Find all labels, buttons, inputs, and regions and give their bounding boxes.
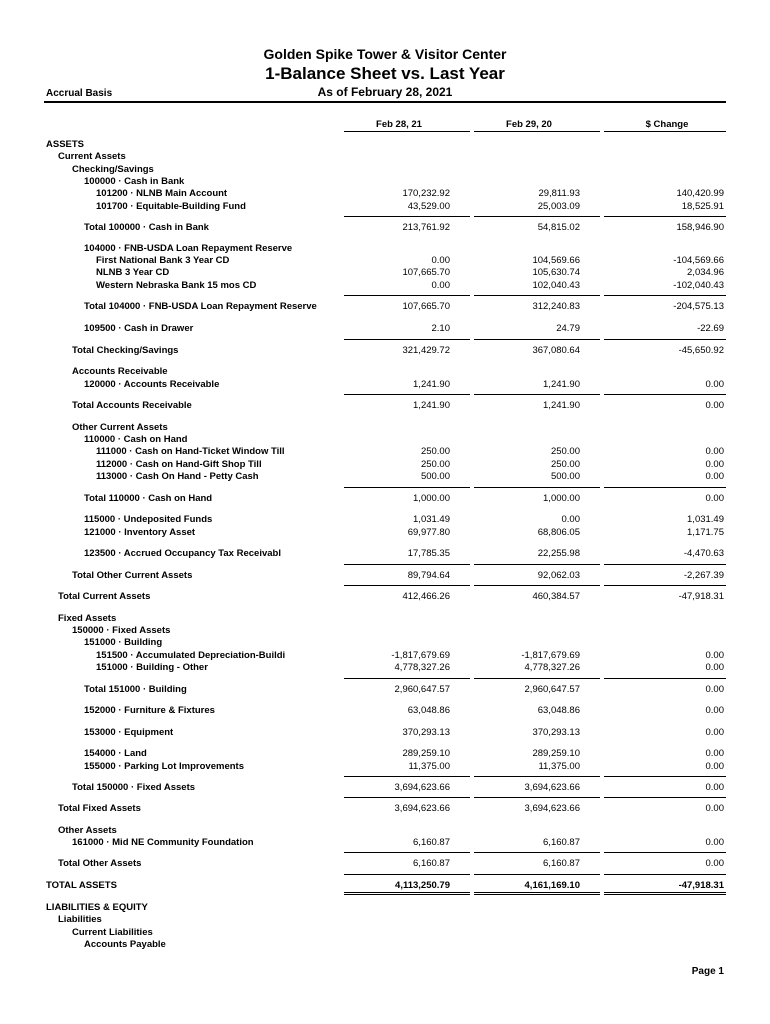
amount-cell: 92,062.03: [537, 570, 580, 581]
amount-cell: 367,080.64: [532, 345, 580, 356]
amount-cell: 140,420.99: [676, 188, 724, 199]
amount-cell: 1,241.90: [413, 400, 450, 411]
subtotal-rule: [344, 295, 470, 296]
header-rule: [44, 101, 726, 103]
subtotal-rule: [604, 295, 726, 296]
subtotal-rule: [474, 585, 600, 586]
amount-cell: 289,259.10: [402, 748, 450, 759]
line-label: Total 151000 · Building: [84, 684, 187, 695]
amount-cell: 6,160.87: [413, 858, 450, 869]
amount-cell: 104,569.66: [532, 255, 580, 266]
report-line: [0, 782, 770, 795]
subtotal-rule: [344, 874, 470, 875]
section-heading: [0, 637, 770, 650]
line-label: Total 104000 · FNB-USDA Loan Repayment Reserve: [84, 301, 317, 312]
line-label: 123500 · Accrued Occupancy Tax Receivabl: [84, 548, 281, 559]
amount-cell: 1,031.49: [413, 514, 450, 525]
line-label: Current Assets: [58, 151, 126, 162]
line-label: 101200 · NLNB Main Account: [96, 188, 228, 199]
line-label: 150000 · Fixed Assets: [72, 625, 171, 636]
amount-cell: 370,293.13: [532, 727, 580, 738]
amount-cell: 250.00: [550, 446, 580, 457]
report-line: [0, 662, 770, 675]
subtotal-rule: [474, 216, 600, 217]
line-label: 100000 · Cash in Bank: [84, 176, 185, 187]
amount-cell: 17,785.35: [407, 548, 450, 559]
column-header-feb-29-20: Feb 29, 20: [506, 119, 552, 130]
amount-cell: 63,048.86: [537, 705, 580, 716]
subtotal-rule: [604, 585, 726, 586]
amount-cell: 105,630.74: [532, 267, 580, 278]
line-label: 155000 · Parking Lot Improvements: [84, 761, 244, 772]
column-rule: [474, 131, 600, 132]
line-label: 113000 · Cash On Hand - Petty Cash: [96, 471, 259, 482]
section-heading: [0, 366, 770, 379]
line-label: 110000 · Cash on Hand: [84, 434, 188, 445]
amount-cell: 0.00: [431, 255, 450, 266]
company-name: Golden Spike Tower & Visitor Center: [263, 46, 507, 62]
amount-cell: 370,293.13: [402, 727, 450, 738]
line-label: Accounts Receivable: [72, 366, 168, 377]
amount-cell: 102,040.43: [532, 280, 580, 291]
amount-cell: 0.00: [705, 400, 724, 411]
subtotal-rule: [344, 776, 470, 777]
amount-cell: 107,665.70: [402, 267, 450, 278]
amount-cell: 2,960,647.57: [394, 684, 450, 695]
amount-cell: -4,470.63: [683, 548, 724, 559]
subtotal-rule: [344, 564, 470, 565]
line-label: Accounts Payable: [84, 939, 166, 950]
amount-cell: -1,817,679.69: [521, 650, 580, 661]
amount-cell: -22.69: [697, 323, 724, 334]
amount-cell: 0.00: [705, 727, 724, 738]
subtotal-rule: [604, 339, 726, 340]
subtotal-rule: [474, 776, 600, 777]
line-label: Total Other Current Assets: [72, 570, 193, 581]
amount-cell: 0.00: [561, 514, 580, 525]
amount-cell: 2,960,647.57: [524, 684, 580, 695]
line-label: 152000 · Furniture & Fixtures: [84, 705, 215, 716]
report-line: [0, 400, 770, 413]
amount-cell: 0.00: [705, 459, 724, 470]
line-label: 115000 · Undeposited Funds: [84, 514, 213, 525]
subtotal-rule: [474, 394, 600, 395]
line-label: Total 150000 · Fixed Assets: [72, 782, 196, 793]
amount-cell: -47,918.31: [678, 591, 724, 602]
subtotal-rule: [344, 585, 470, 586]
amount-cell: 4,113,250.79: [395, 880, 450, 891]
amount-cell: 0.00: [705, 662, 724, 673]
page-number: Page 1: [691, 966, 724, 977]
subtotal-rule: [604, 852, 726, 853]
report-line: [0, 570, 770, 583]
amount-cell: 68,806.05: [537, 527, 580, 538]
line-label: 151500 · Accumulated Depreciation-Buildi: [96, 650, 286, 661]
amount-cell: 29,811.93: [538, 188, 580, 199]
report-line: [0, 858, 770, 871]
amount-cell: 158,946.90: [676, 222, 724, 233]
report-line: [0, 527, 770, 540]
amount-cell: 6,160.87: [543, 837, 580, 848]
line-label: 151000 · Building: [84, 637, 163, 648]
subtotal-rule: [604, 216, 726, 217]
amount-cell: 500.00: [420, 471, 450, 482]
amount-cell: 213,761.92: [402, 222, 450, 233]
subtotal-rule: [474, 295, 600, 296]
subtotal-rule: [604, 678, 726, 679]
amount-cell: 63,048.86: [407, 705, 450, 716]
amount-cell: 1,000.00: [543, 493, 580, 504]
report-line: [0, 301, 770, 314]
amount-cell: 0.00: [705, 446, 724, 457]
amount-cell: 4,778,327.26: [524, 662, 580, 673]
amount-cell: 107,665.70: [402, 301, 450, 312]
report-line: [0, 446, 770, 459]
line-label: Total Checking/Savings: [72, 345, 179, 356]
subtotal-rule: [474, 339, 600, 340]
amount-cell: 0.00: [431, 280, 450, 291]
subtotal-rule: [344, 339, 470, 340]
line-label: 153000 · Equipment: [84, 727, 174, 738]
amount-cell: 54,815.02: [537, 222, 580, 233]
amount-cell: -1,817,679.69: [391, 650, 450, 661]
amount-cell: 1,031.49: [687, 514, 724, 525]
amount-cell: 250.00: [550, 459, 580, 470]
amount-cell: 25,003.09: [537, 201, 580, 212]
report-title: 1-Balance Sheet vs. Last Year: [265, 64, 505, 83]
amount-cell: 0.00: [705, 493, 724, 504]
amount-cell: 250.00: [420, 446, 450, 457]
amount-cell: 69,977.80: [407, 527, 450, 538]
line-label: 112000 · Cash on Hand-Gift Shop Till: [96, 459, 262, 470]
amount-cell: 4,778,327.26: [394, 662, 450, 673]
subtotal-rule: [474, 874, 600, 875]
subtotal-rule: [344, 852, 470, 853]
subtotal-rule: [474, 678, 600, 679]
amount-cell: 0.00: [705, 705, 724, 716]
amount-cell: 412,466.26: [402, 591, 450, 602]
report-line: [0, 591, 770, 604]
amount-cell: -2,267.39: [683, 570, 724, 581]
line-label: Total Fixed Assets: [58, 803, 141, 814]
amount-cell: -104,569.66: [673, 255, 724, 266]
amount-cell: 3,694,623.66: [394, 803, 450, 814]
line-label: Total Current Assets: [58, 591, 151, 602]
line-label: ASSETS: [46, 139, 85, 150]
line-label: TOTAL ASSETS: [46, 880, 117, 891]
line-label: 161000 · Mid NE Community Foundation: [72, 837, 254, 848]
amount-cell: 11,375.00: [408, 761, 450, 772]
amount-cell: 250.00: [420, 459, 450, 470]
line-label: 120000 · Accounts Receivable: [84, 379, 220, 390]
amount-cell: 0.00: [705, 471, 724, 482]
report-date: As of February 28, 2021: [317, 85, 453, 99]
column-rule: [344, 131, 470, 132]
report-line: [0, 280, 770, 293]
line-label: 109500 · Cash in Drawer: [84, 323, 194, 334]
line-label: Current Liabilities: [72, 927, 153, 938]
line-label: 121000 · Inventory Asset: [84, 527, 196, 538]
report-line: [0, 267, 770, 280]
line-label: Fixed Assets: [58, 613, 117, 624]
subtotal-rule: [604, 776, 726, 777]
line-label: Western Nebraska Bank 15 mos CD: [96, 280, 257, 291]
amount-cell: 0.00: [705, 748, 724, 759]
line-label: Checking/Savings: [72, 164, 154, 175]
amount-cell: 1,171.75: [687, 527, 724, 538]
amount-cell: -102,040.43: [673, 280, 724, 291]
amount-cell: 1,000.00: [413, 493, 450, 504]
report-line: [0, 803, 770, 816]
line-label: First National Bank 3 Year CD: [96, 255, 230, 266]
amount-cell: -45,650.92: [678, 345, 724, 356]
line-label: 104000 · FNB-USDA Loan Repayment Reserve: [84, 243, 293, 254]
amount-cell: 4,161,169.10: [524, 880, 580, 891]
subtotal-rule: [344, 216, 470, 217]
amount-cell: 0.00: [705, 837, 724, 848]
amount-cell: -204,575.13: [673, 301, 724, 312]
report-line: [0, 201, 770, 214]
report-line: [0, 345, 770, 358]
amount-cell: 2.10: [431, 323, 450, 334]
amount-cell: 11,375.00: [538, 761, 580, 772]
section-heading: [0, 939, 770, 952]
amount-cell: 0.00: [705, 684, 724, 695]
report-line: [0, 323, 770, 336]
line-label: NLNB 3 Year CD: [96, 267, 170, 278]
report-line: [0, 548, 770, 561]
report-line: [0, 880, 770, 893]
subtotal-rule: [344, 394, 470, 395]
report-line: [0, 493, 770, 506]
subtotal-rule: [474, 487, 600, 488]
amount-cell: 1,241.90: [543, 379, 580, 390]
section-heading: [0, 151, 770, 164]
report-line: [0, 471, 770, 484]
amount-cell: 1,241.90: [543, 400, 580, 411]
line-label: Other Assets: [58, 825, 117, 836]
amount-cell: 500.00: [550, 471, 580, 482]
report-line: [0, 222, 770, 235]
line-label: 154000 · Land: [84, 748, 147, 759]
column-header-feb-28-21: Feb 28, 21: [376, 119, 422, 130]
amount-cell: 312,240.83: [532, 301, 580, 312]
column-rule: [604, 131, 726, 132]
line-label: LIABILITIES & EQUITY: [46, 902, 148, 913]
amount-cell: 0.00: [705, 379, 724, 390]
subtotal-rule: [604, 394, 726, 395]
amount-cell: 3,694,623.66: [394, 782, 450, 793]
amount-cell: 3,694,623.66: [524, 782, 580, 793]
amount-cell: 0.00: [705, 761, 724, 772]
amount-cell: 6,160.87: [543, 858, 580, 869]
amount-cell: 89,794.64: [407, 570, 450, 581]
report-line: [0, 761, 770, 774]
subtotal-rule: [604, 487, 726, 488]
subtotal-rule: [474, 564, 600, 565]
amount-cell: 0.00: [705, 782, 724, 793]
amount-cell: 22,255.98: [537, 548, 580, 559]
amount-cell: 0.00: [705, 650, 724, 661]
report-line: [0, 514, 770, 527]
subtotal-rule: [604, 874, 726, 875]
subtotal-rule: [604, 564, 726, 565]
line-label: 111000 · Cash on Hand-Ticket Window Till: [96, 446, 285, 457]
report-line: [0, 684, 770, 697]
line-label: 101700 · Equitable-Building Fund: [96, 201, 246, 212]
subtotal-rule: [344, 487, 470, 488]
subtotal-rule: [474, 852, 600, 853]
column-header-change: $ Change: [645, 119, 689, 130]
report-line: [0, 379, 770, 392]
report-line: [0, 188, 770, 201]
report-line: [0, 705, 770, 718]
section-heading: [0, 914, 770, 927]
line-label: Total 100000 · Cash in Bank: [84, 222, 209, 233]
amount-cell: 1,241.90: [413, 379, 450, 390]
report-line: [0, 727, 770, 740]
line-label: Liabilities: [58, 914, 102, 925]
amount-cell: 24.79: [556, 323, 580, 334]
subtotal-rule: [344, 797, 470, 798]
amount-cell: 18,525.91: [681, 201, 724, 212]
line-label: Total Other Assets: [58, 858, 142, 869]
amount-cell: 460,384.57: [532, 591, 580, 602]
accounting-basis: Accrual Basis: [46, 88, 113, 99]
line-label: Total Accounts Receivable: [72, 400, 192, 411]
amount-cell: 3,694,623.66: [524, 803, 580, 814]
amount-cell: 289,259.10: [532, 748, 580, 759]
amount-cell: 2,034.96: [687, 267, 724, 278]
line-label: 151000 · Building - Other: [96, 662, 208, 673]
report-line: [0, 837, 770, 850]
amount-cell: 0.00: [705, 803, 724, 814]
amount-cell: 321,429.72: [402, 345, 450, 356]
report-line: [0, 748, 770, 761]
amount-cell: 170,232.92: [402, 188, 450, 199]
amount-cell: 6,160.87: [413, 837, 450, 848]
amount-cell: 43,529.00: [407, 201, 450, 212]
line-label: Total 110000 · Cash on Hand: [84, 493, 213, 504]
subtotal-rule: [344, 678, 470, 679]
amount-cell: -47,918.31: [678, 880, 724, 891]
subtotal-rule: [604, 797, 726, 798]
line-label: Other Current Assets: [72, 422, 168, 433]
subtotal-rule: [474, 797, 600, 798]
amount-cell: 0.00: [705, 858, 724, 869]
